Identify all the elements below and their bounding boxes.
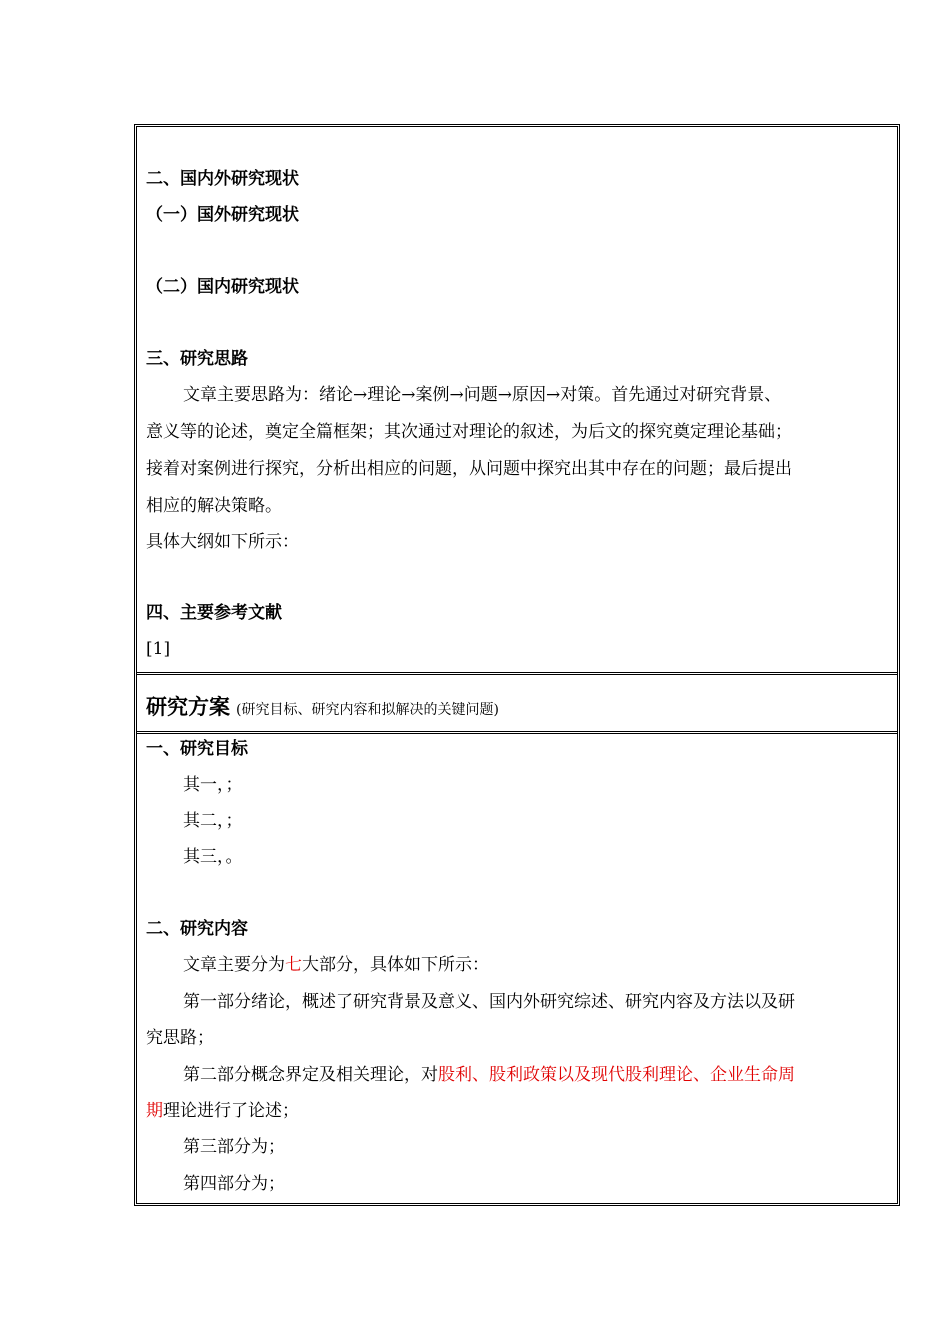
part1-line: 第一部分绪论，概述了研究背景及意义、国内外研究综述、研究内容及方法以及研 [183, 992, 795, 1012]
goal-item: 其一，； [183, 775, 243, 795]
reference-item: [1] [146, 639, 171, 659]
part2-highlight: 期 [146, 1101, 163, 1121]
heading-research-approach: 三、研究思路 [146, 349, 248, 369]
content-intro-highlight: 七 [285, 955, 302, 975]
content-intro-text: 文章主要分为 [183, 955, 285, 975]
approach-paragraph-line: 接着对案例进行探究，分析出相应的问题，从问题中探究出其中存在的问题；最后提出 [146, 459, 792, 479]
approach-paragraph-line: 相应的解决策略。 [146, 496, 282, 516]
part2-highlight: 股利、股利政策以及现代股利理论、企业生命周 [438, 1065, 795, 1085]
part2-text: 理论进行了论述； [163, 1101, 299, 1121]
heading-research-content: 二、研究内容 [146, 919, 248, 939]
heading-research-status: 二、国内外研究现状 [146, 169, 299, 189]
content-intro [183, 955, 489, 975]
heading-research-goals: 一、研究目标 [146, 739, 248, 759]
proposal-table [134, 124, 900, 1206]
goal-item: 其二，； [183, 811, 243, 831]
research-plan-title-text: 研究方案 [146, 695, 230, 719]
part2-line [146, 1101, 299, 1121]
part2-line [183, 1065, 795, 1085]
research-plan-subtitle: (研究目标、研究内容和拟解决的关键问题) [236, 702, 499, 718]
part2-text: 第二部分概念界定及相关理论，对 [183, 1065, 438, 1085]
subheading-domestic-status: （二）国内研究现状 [146, 277, 299, 297]
part3-line: 第三部分为； [183, 1137, 285, 1157]
subheading-foreign-status: （一）国外研究现状 [146, 205, 299, 225]
research-status-section [137, 127, 897, 672]
part1-line: 究思路； [146, 1028, 214, 1048]
approach-paragraph-line: 意义等的论述，奠定全篇框架；其次通过对理论的叙述，为后文的探究奠定理论基础； [146, 422, 792, 442]
part4-line: 第四部分为； [183, 1174, 285, 1194]
research-plan-title [146, 691, 499, 721]
research-plan-content [137, 734, 897, 1203]
research-plan-header [137, 672, 897, 734]
outline-note: 具体大纲如下所示： [146, 532, 299, 552]
approach-paragraph-line: 文章主要思路为：绪论→理论→案例→问题→原因→对策。首先通过对研究背景、 [183, 385, 782, 405]
content-intro-text: 大部分，具体如下所示： [302, 955, 489, 975]
goal-item: 其三，。 [183, 847, 243, 867]
heading-references: 四、主要参考文献 [146, 603, 282, 623]
